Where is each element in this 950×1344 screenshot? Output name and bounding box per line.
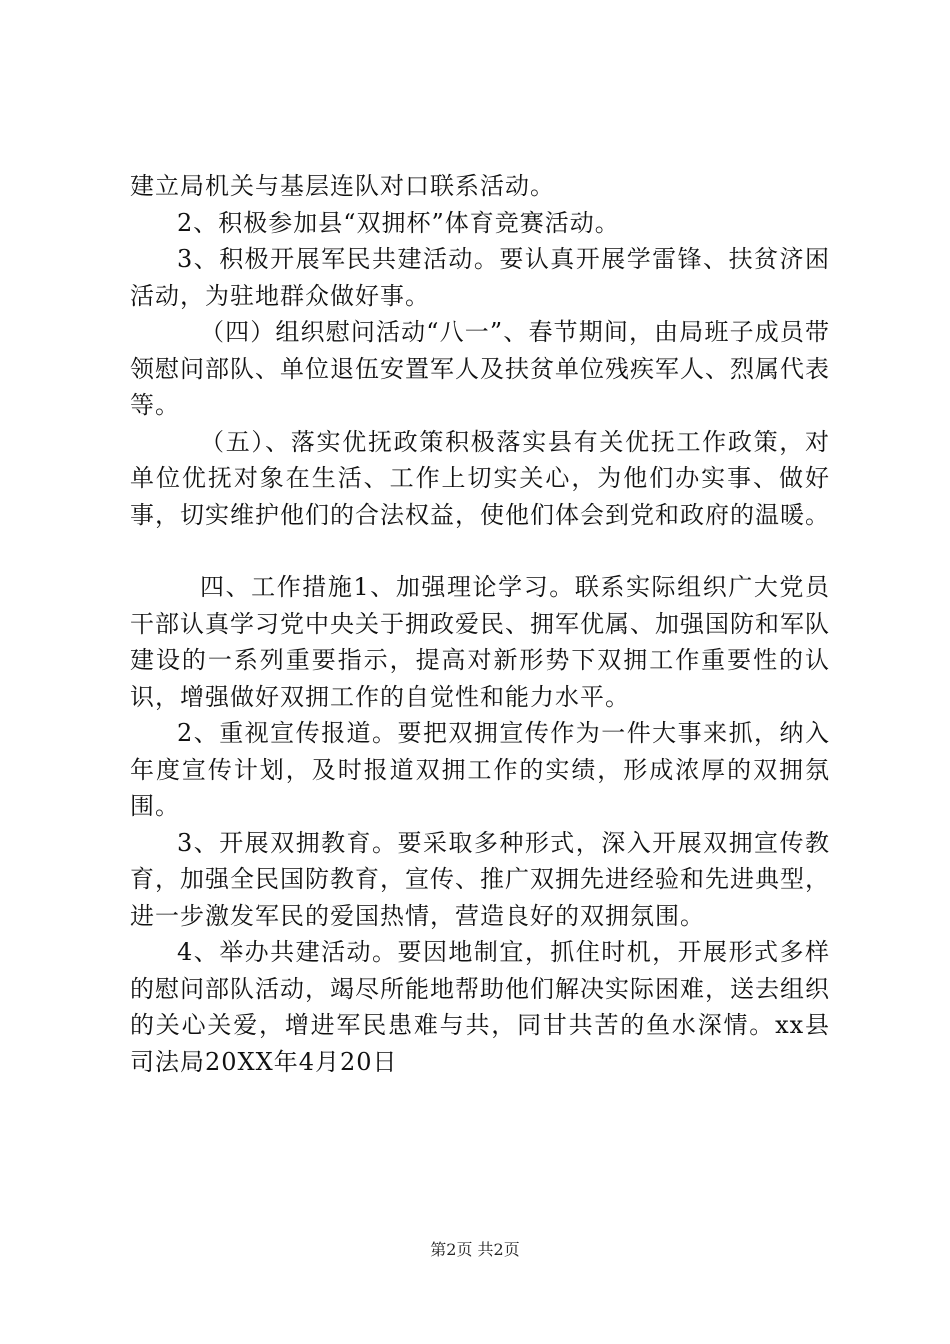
paragraph-2: 2、积极参加县“双拥杯”体育竞赛活动。 (177, 208, 620, 237)
paragraph-4: （四）组织慰问活动“八一”、春节期间，由局班子成员带领慰问部队、单位退伍安置军人及扶贫单位残疾军人、烈属代表等。 (130, 318, 830, 419)
paragraph-9: 4、举办共建活动。要因地制宜，抓住时机，开展形式多样的慰问部队活动，竭尽所能地帮助他们解决实际困难，送去组织的关心关爱，增进军民患难与共，同甘共苦的鱼水深情。xx县司法局20XX年4月20日 (130, 938, 830, 1076)
paragraph-1: 建立局机关与基层连队对口联系活动。 (130, 172, 555, 200)
paragraph-spacer (130, 533, 830, 569)
paragraph-7: 2、重视宣传报道。要把双拥宣传作为一件大事来抓，纳入年度宣传计划，及时报道双拥工作的实绩，形成浓厚的双拥氛围。 (130, 719, 830, 820)
page-number-footer: 第2页 共2页 (430, 1240, 520, 1259)
paragraph-8: 3、开展双拥教育。要采取多种形式，深入开展双拥宣传教育，加强全民国防教育，宣传、推广双拥先进经验和先进典型，进一步激发军民的爱国热情，营造良好的双拥氛围。 (130, 828, 830, 930)
paragraph-3: 3、积极开展军民共建活动。要认真开展学雷锋、扶贫济困活动，为驻地群众做好事。 (130, 245, 830, 310)
paragraph-5: （五）、落实优抚政策积极落实县有关优抚工作政策，对单位优抚对象在生活、工作上切实关心，为他们办实事、做好事，切实维护他们的合法权益，使他们体会到党和政府的温暖。 (130, 427, 830, 529)
paragraph-6: 四、工作措施1、加强理论学习。联系实际组织广大党员干部认真学习党中央关于拥政爱民、拥军优属、加强国防和军队建设的一系列重要指示，提高对新形势下双拥工作重要性的认识，增强做好双拥工作的自觉性和能力水平。 (130, 573, 830, 711)
document-body (130, 168, 830, 1080)
